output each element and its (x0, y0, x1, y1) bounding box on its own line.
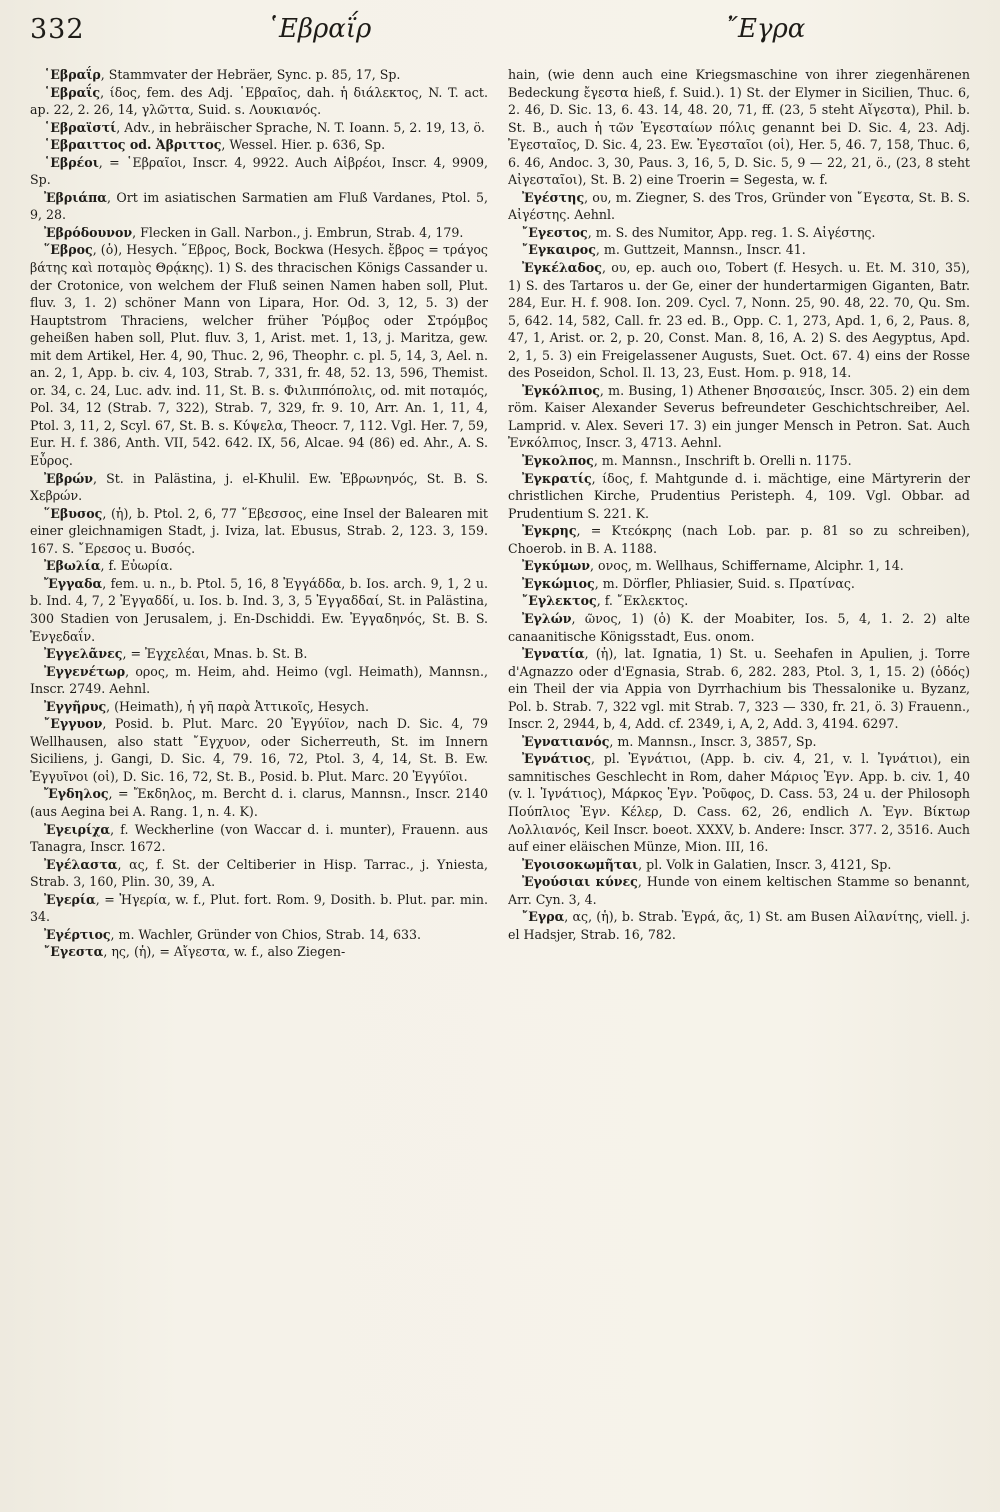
dictionary-entry: Ἐγούσιαι κύνες, Hunde von einem keltischen Stamme so benannt, Arr. Cyn. 3, 4. (508, 874, 970, 907)
entry-headword: ῾Εβραΐρ (44, 67, 101, 82)
dictionary-entry: Ἐγκρατίς, ίδος, f. Mahtgunde d. i. mächtige, eine Märtyrerin der christlichen Kirche, Prudentius Peristeph. 4, 109. Vgl. Obbar. ad Prudentium S. 221. K. (508, 470, 970, 521)
entry-headword: ῎Εγγυον (44, 716, 103, 732)
entry-headword: ῎Εγεστος (522, 224, 588, 240)
dictionary-entry: ῎Εγλεκτος, f. ῎Εκλεκτος. (522, 593, 689, 609)
dictionary-entry: Ἐγέλαστα, ας, f. St. der Celtiberier in Hisp. Tarrac., j. Yniesta, Strab. 3, 160, Plin. 30, 39, A. (30, 856, 488, 890)
dictionary-entry: Ἐγέρτιος, m. Wachler, Gründer von Chios, Strab. 14, 633. (44, 926, 421, 942)
dictionary-entry: Ἐγκρης, = Κτεόκρης (nach Lob. par. p. 81 so zu schreiben), Choerob. in B. A. 1188. (508, 523, 970, 556)
entry-headword: ῎Εγρα (522, 909, 565, 925)
dictionary-entry: Ἐγγενέτωρ, ορος, m. Heim, ahd. Heimo (vgl. Heimath), Mannsn., Inscr. 2749. Aehnl. (30, 663, 488, 697)
entry-headword: Ἐβωλία (44, 558, 101, 574)
entry-headword: Ἐγνατία (522, 646, 585, 662)
dictionary-entry: Ἔγγαδα, fem. u. n., b. Ptol. 5, 16, 8 Ἐγγάδδα, b. Ios. arch. 9, 1, 2 u. b. Ind. 4, 7, 2 Ἐγγαδδί, u. Ios. b. Ind. 3, 3, 5 Ἐγγαδδαί, St. in Palästina, 300 Stadien von Jerusalem, j. En-Dschiddi. Ew. Ἐγγαδηνός, St. B. S. Ἐνγεδαΐν. (30, 575, 488, 644)
entry-headword: Ἐβριάπα (44, 189, 107, 205)
dictionary-entry: Ἐβριάπα, Ort im asiatischen Sarmatien am Fluß Vardanes, Ptol. 5, 9, 28. (30, 189, 488, 223)
dictionary-entry: Ἐγνατία, (ἡ), lat. Ignatia, 1) St. u. Seehafen in Apulien, j. Torre d'Agnazzo oder d'Egnasia, Strab. 6, 282. 283, Ptol. 3, 1, 15. 2) (ὁδός) ein Theil der via Appia von Dyrrhachium bis Thessalonike u. Byzanz, Pol. b. Strab. 7, 322 vgl. mit Strab. 7, 323 — 330, fr. 21, ö. 3) Frauenn., Inscr. 2, 2944, b, 4, Add. cf. 2349, i, A, 2, Add. 3, 4194. 6297. (508, 646, 970, 732)
entry-headword: ῎Εγκαιρος (522, 242, 596, 258)
dictionary-entry: ῎Εγγυον, Posid. b. Plut. Marc. 20 Ἐγγύϊον, nach D. Sic. 4, 79 Wellhausen, also statt ῎Εγχυον, oder Sicherreuth, St. im Innern Siciliens, j. Gangi, D. Sic. 4, 79. 16, 72, Ptol. 3, 4, 14, St. B. Ew. Ἐγγυῖνοι (οἱ), D. Sic. 16, 72, St. B., Posid. b. Plut. Marc. 20 Ἐγγύϊοι. (30, 716, 488, 784)
dictionary-entry: Ἐγνάτιος, pl. Ἐγνάτιοι, (App. b. civ. 4, 21, v. l. Ἰγνάτιοι), ein samnitisches Geschlecht in Rom, daher Μάριος Ἐγν. App. b. civ. 1, 40 (v. l. Ἰγνάτιος), Μάρκος Ἐγν. Ῥοῦφος, D. Cass. 53, 24 u. der Philosoph Πούπλιος Ἐγν. Κέλερ, D. Cass. 62, 26, endlich Λ. Ἐγν. Βίκτωρ Λολλιανός, Keil Inscr. boeot. XXXV, b. Andere: Inscr. 377. 2, 3516. Auch auf einer eläischen Münze, Mion. III, 16. (508, 751, 970, 855)
dictionary-entry: ῎Εγρα, ας, (ἡ), b. Strab. Ἐγρά, ᾶς, 1) St. am Busen Αἰλανίτης, viell. j. el Hadsjer, Strab. 16, 782. (508, 909, 970, 942)
entry-headword: Ἔγδηλος (44, 786, 109, 802)
dictionary-entry: Ἔγδηλος, = Ἔκδηλος, m. Bercht d. i. clarus, Mannsn., Inscr. 2140 (aus Aegina bei A. Rang. 1, n. 4. K). (30, 786, 488, 819)
dictionary-entry: Ἐβωλία, f. Εὐωρία. (44, 558, 173, 574)
dictionary-entry: hain, (wie denn auch eine Kriegsmaschine von ihrer ziegenhärenen Bedeckung ἔγεστα hieß, f. Suid.). 1) St. der Elymer in Sicilien, Thuc. 6, 2. 46, D. Sic. 13, 6. 43. 14, 48. 20, 71, ff. (23, 5 steht Αἴγεστα), Phil. b. St. B., auch ἡ τῶν Ἐγεσταίων πόλις genannt bei D. Sic. 4, 23. Adj. Ἐγεσταῖος, D. Sic. 4, 23. Ew. Ἐγεσταῖοι (οἱ), Her. 5, 46. 7, 158, Thuc. 6, 6. 46, Andoc. 3, 30, Paus. 3, 16, 5, D. Sic. 5, 9 — 22, 21, ö., (23, 8 steht Αἰγεσταῖοι), St. B. 2) eine Troerin = Segesta, w. f. (508, 67, 970, 188)
dictionary-entry: ῎Εγεστα, ης, (ἡ), = Αἴγεστα, w. f., also Ziegen- (44, 944, 346, 960)
dictionary-entry: Ἐγκολπος, m. Mannsn., Inschrift b. Orelli n. 1175. (522, 453, 852, 469)
dictionary-entry: Ἐγκόλπιος, m. Busing, 1) Athener Βησσαιεύς, Inscr. 305. 2) ein dem röm. Kaiser Alexander Severus befreundeter Geschichtschreiber, Ael. Lamprid. v. Alex. Severi 17. 3) ein junger Mensch in Petron. Sat. Auch Ἐνκόλπιος, Inscr. 3, 4713. Aehnl. (508, 382, 970, 451)
dictionary-entry: ῾Εβρέοι, = ῾Εβραῖοι, Inscr. 4, 9922. Auch Αἱβρέοι, Inscr. 4, 9909, Sp. (30, 154, 488, 188)
page-header (30, 14, 970, 52)
dictionary-entry: Ἐγκέλαδος, ου, ep. auch οιο, Tobert (f. Hesych. u. Et. M. 310, 35), 1) S. des Tartaros u. der Ge, einer der hundertarmigen Giganten, Batr. 284, Eur. H. f. 908. Ion. 209. Cycl. 7, Nonn. 25, 90. 48, 22. 70, Qu. Sm. 5, 642. 14, 582, Call. fr. 23 ed. B., Opp. C. 1, 273, Apd. 1, 6, 2, Paus. 8, 47, 1, Arist. or. 2, p. 20, Const. Man. 8, 16, A. 2) S. des Aegyptus, Apd. 2, 1, 5. 3) ein Freigelassener Augusts, Suet. Oct. 67. 4) eins der Rosse des Poseidon, Schol. Il. 13, 23, Eust. Hom. p. 918, 14. (508, 260, 970, 381)
entry-headword: Ἐβρόδουνον (44, 224, 133, 240)
dictionary-entry: ῎Εγκαιρος, m. Guttzeit, Mannsn., Inscr. 41. (522, 242, 806, 258)
entry-headword: ῾Εβραΐς (44, 84, 101, 100)
entry-headword: Ἐγέρτιος (44, 926, 111, 942)
entry-headword: Ἐγειρίχα (44, 821, 111, 837)
dictionary-entry: Ἐγειρίχα, f. Weckherline (von Waccar d. i. munter), Frauenn. aus Tanagra, Inscr. 1672. (30, 821, 488, 855)
entry-headword: Ἐγγῆρυς (44, 698, 107, 714)
dictionary-entry: ῾Εβραιττος od. Ἀβριττος, Wessel. Hier. p. 636, Sp. (44, 137, 386, 153)
dictionary-entry: Ἐγγῆρυς, (Heimath), ἡ γῆ παρὰ Ἀττικοῖς, Hesych. (44, 698, 369, 714)
right-column (508, 66, 970, 1496)
dictionary-entry: ῾Εβραΐρ, Stammvater der Hebräer, Sync. p. 85, 17, Sp. (44, 67, 401, 82)
entry-headword: Ἐγερία (44, 891, 96, 907)
entry-headword: Ἐβρών (44, 470, 94, 486)
dictionary-entry: ῞Εβρος, (ὁ), Hesych. ῞Εβρος, Bock, Bockwa (Hesych. ἔβρος = τράγος βάτης καὶ ποταμὸς Θρᾴκης). 1) S. des thracischen Königs Cassander u. der Crotonice, von welchem der Fluß seinen Namen haben soll, Plut. fluv. 3, 1. 2) schöner Mann von Lipara, Hor. Od. 3, 12, 5. 3) der Hauptstrom Thraciens, welcher früher Ῥόμβος oder Στρόμβος geheißen haben soll, Plut. fluv. 3, 1, Arist. met. 1, 13, j. Maritza, gew. mit dem Artikel, Her. 4, 90, Thuc. 2, 96, Theophr. c. pl. 5, 14, 3, Ael. n. an. 2, 1, App. b. civ. 4, 103, Strab. 7, 331, fr. 48, 52. 13, 596, Themist. or. 34, c. 24, Luc. adv. ind. 11, St. B. s. Φιλιππόπολις, od. mit ποταμός, Pol. 34, 12 (Strab. 7, 322), Strab. 7, 329, fr. 9. 10, Arr. An. 1, 11, 4, Ptol. 3, 11, 2, Scyl. 67, St. B. s. Κύψελα, Theocr. 7, 112. Vgl. Her. 7, 59, Eur. H. f. 386, Anth. VII, 542. 642. IX, 56, Alcae. 94 (86) ed. Ahr., A. S. Εὖρος. (30, 242, 488, 469)
dictionary-entry: Ἐγγελᾶνες, = Ἐγχελέαι, Mnas. b. St. B. (44, 646, 308, 662)
entry-headword: ῎Εγεστα (44, 944, 104, 960)
left-column (30, 66, 488, 1496)
entry-headword: Ἐγκρης (522, 523, 577, 539)
entry-headword: ῞Εβυσος (44, 505, 103, 521)
entry-headword: Ἐγέλαστα (44, 856, 118, 872)
dictionary-entry: Ἐβρών, St. in Palästina, j. el-Khulil. Ew. Ἐβρωνηνός, St. B. S. Χεβρών. (30, 470, 488, 504)
entry-headword: Ἐγοισοκωμῆται (522, 856, 639, 872)
dictionary-entry: Ἐγνατιανός, m. Mannsn., Inscr. 3, 3857, Sp. (522, 733, 817, 749)
dictionary-entry: Ἐβρόδουνον, Flecken in Gall. Narbon., j. Embrun, Strab. 4, 179. (44, 224, 464, 240)
entry-headword: Ἐγέστης (522, 189, 585, 205)
right-running-head: ῎Εγρα (725, 14, 806, 44)
entry-headword: ῾Εβραϊστί (44, 119, 117, 135)
dictionary-entry: ῾Εβραϊστί, Adv., in hebräischer Sprache, N. T. Ioann. 5, 2. 19, 13, ö. (44, 119, 485, 135)
entry-headword: Ἐγκύμων (522, 558, 590, 574)
dictionary-entry: Ἐγλών, ῶνος, 1) (ὁ) K. der Moabiter, Ios. 5, 4, 1. 2. 2) alte canaanitische Königsstadt, Eus. onom. (508, 610, 970, 644)
entry-headword: Ἐγνατιανός (522, 733, 610, 749)
dictionary-entry: Ἐγκώμιος, m. Dörfler, Phliasier, Suid. s. Πρατίνας. (522, 575, 855, 591)
entry-headword: Ἐγκόλπιος (522, 382, 600, 398)
dictionary-entry: Ἐγερία, = Ἠγερία, w. f., Plut. fort. Rom. 9, Dosith. b. Plut. par. min. 34. (30, 891, 488, 925)
entry-headword: Ἐγγελᾶνες (44, 646, 123, 662)
entry-headword: Ἐγκολπος (522, 453, 594, 469)
entry-headword: Ἐγκέλαδος (522, 260, 602, 276)
dictionary-entry: Ἐγοισοκωμῆται, pl. Volk in Galatien, Inscr. 3, 4121, Sp. (522, 856, 892, 872)
dictionary-entry: ῾Εβραΐς, ίδος, fem. des Adj. ῾Εβραῖος, dah. ἡ διάλεκτος, N. T. act. ap. 22, 2. 26, 14, γλῶττα, Suid. s. Λουκιανός. (30, 84, 488, 118)
entry-headword: Ἔγγαδα (44, 575, 103, 591)
entry-headword: ῾Εβραιττος od. Ἀβριττος (44, 137, 222, 153)
entry-headword: ῾Εβρέοι (44, 154, 99, 170)
entry-headword: Ἐγλών (522, 610, 572, 626)
dictionary-entry: Ἐγέστης, ου, m. Ziegner, S. des Tros, Gründer von ῎Εγεστα, St. B. S. Αἰγέστης. Aehnl. (508, 189, 970, 223)
entry-headword: ῎Εγλεκτος (522, 593, 597, 609)
entry-headword: ῞Εβρος (44, 242, 93, 258)
page-number: 332 (30, 14, 85, 45)
dictionary-entry: Ἐγκύμων, ονος, m. Wellhaus, Schiffername, Alciphr. 1, 14. (522, 558, 904, 574)
entry-headword: Ἐγκρατίς (522, 470, 592, 486)
left-running-head: ῾Εβραΐρ (266, 14, 372, 44)
dictionary-entry: ῞Εβυσος, (ἡ), b. Ptol. 2, 6, 77 ῞Εβεσσος, eine Insel der Balearen mit einer gleichnamigen Stadt, j. Iviza, lat. Ebusus, Strab. 2, 123. 3, 159. 167. S. ῎Ερεσος u. Βυσός. (30, 505, 488, 556)
dictionary-entry: ῎Εγεστος, m. S. des Numitor, App. reg. 1. S. Αἰγέστης. (522, 224, 876, 240)
entry-headword: Ἐγνάτιος (522, 751, 591, 767)
entry-headword: Ἐγούσιαι κύνες (522, 874, 638, 890)
entry-headword: Ἐγγενέτωρ (44, 663, 126, 679)
entry-headword: Ἐγκώμιος (522, 575, 595, 591)
